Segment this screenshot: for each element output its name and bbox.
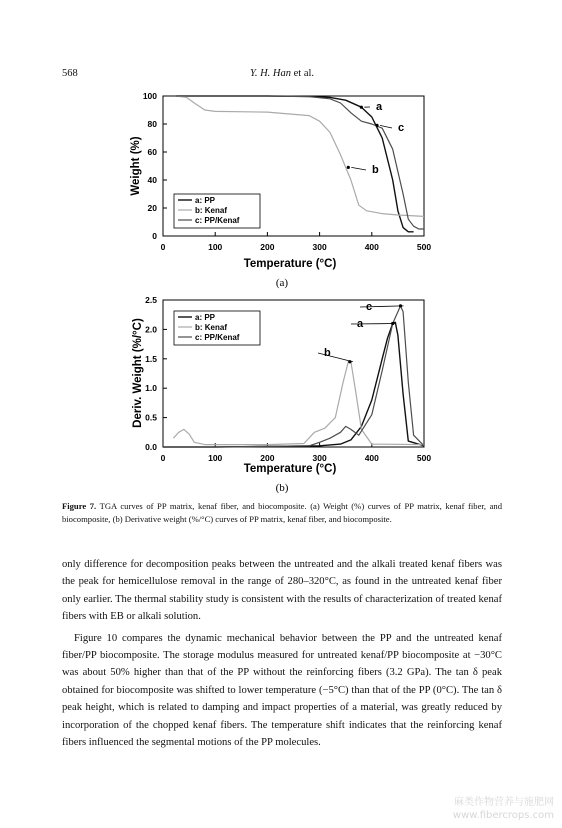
y-axis-label: Deriv. Weight (%/°C) [132,318,144,428]
annotation-arrow-head [399,304,402,307]
paragraph: Figure 10 compares the dynamic mechanical behavior between the PP and the untreated kenaf fiber/PP biocomposite. The storage modulus measured for untreated kenaf/PP biocomposite at −30°C was about 50% higher than that of the PP without the reinforcing fibers (3.2 GPa). The tan δ peak obtained for biocomposite was shifted to lower temperature (−5°C) than that of the PP (0°C). The tan δ peak height, which is related to damping and impact properties of a material, was greatly reduced by incorporation of the chopped kenaf fibers. The temperature shift indicates that the reinforcing kenaf fibers influenced the segmental motions of the PP molecules. [62,632,502,749]
running-title-authors: Y. H. Han [249,68,291,79]
x-tick-label: 200 [260,453,275,463]
x-axis-label: Temperature (°C) [243,463,337,475]
x-tick-label: 500 [416,242,432,252]
y-tick-label: 20 [147,203,157,213]
figure-caption-label: Figure 7. [62,501,97,511]
annotation-label: c [398,122,405,134]
y-tick-label: 40 [147,175,157,185]
x-tick-label: 400 [364,242,379,252]
x-tick-label: 400 [364,453,379,463]
y-tick-label: 0.5 [145,412,157,423]
legend-entry: c: PP/Kenaf [195,216,240,225]
annotation-arrow-head [347,166,350,169]
running-title-etal: et al. [291,68,315,79]
series-line-b [173,362,424,445]
page-number: 568 [62,68,78,79]
figure-caption [62,500,502,525]
paragraph: only difference for decomposition peaks between the untreated and the alkali treated kenaf fibers was the peak for hemicellulose removal in the range of 280–320°C, as found in the untreated kenaf fiber only earlier. The thermal stability study is consistent with the results of characterization of treated kenaf fibers with EB or alkali solution. [62,559,502,623]
x-tick-label: 0 [160,453,166,463]
y-tick-label: 0.0 [145,442,157,452]
x-tick-label: 0 [160,242,166,252]
y-tick-label: 2.5 [145,295,157,305]
y-tick-label: 1.0 [145,383,157,394]
annotation-label: a [357,318,364,330]
y-tick-label: 2.0 [145,324,157,335]
x-tick-label: 500 [416,453,432,463]
annotation-label: b [372,164,379,176]
y-tick-label: 80 [147,119,157,129]
watermark [444,796,554,822]
watermark-line: www.fibercrops.com [452,810,554,821]
chart-deriv-weight [0,290,562,500]
annotation-label: b [324,347,331,359]
y-axis-label: Weight (%) [130,136,142,196]
chart-weight [0,0,562,300]
annotation-arrow-head [375,124,378,127]
legend-entry: c: PP/Kenaf [195,333,240,342]
x-tick-label: 300 [312,242,327,252]
panel-label: (b) [275,482,289,494]
y-tick-label: 100 [142,91,157,101]
annotation-arrow-head [360,106,363,109]
annotation-arrow-head [391,322,394,325]
legend-entry: a: PP [195,313,216,322]
annotation-arrow [351,167,366,170]
x-tick-label: 300 [312,453,327,463]
body-text [62,556,502,751]
annotation-label: c [366,301,373,313]
x-tick-label: 100 [208,242,223,252]
panel-label: (a) [275,277,289,289]
legend-entry: b: Kenaf [195,206,227,215]
annotation-label: a [376,101,383,113]
y-tick-label: 0 [152,231,157,241]
x-tick-label: 100 [208,453,223,463]
legend-entry: b: Kenaf [195,323,227,332]
x-axis-label: Temperature (°C) [243,258,337,270]
x-tick-label: 200 [260,242,275,252]
watermark-line: 麻类作物营养与施肥网 [454,797,554,808]
y-tick-label: 1.5 [145,353,157,364]
annotation-arrow-head [348,360,351,363]
legend-entry: a: PP [195,196,216,205]
figure-caption-text: TGA curves of PP matrix, kenaf fiber, and biocomposite. (a) Weight (%) curves of PP matrix, kenaf fiber, and biocomposite, (b) Derivative weight (%/°C) curves of PP matrix, kenaf fiber, and biocomposite. [62,501,503,524]
y-tick-label: 60 [147,147,157,157]
